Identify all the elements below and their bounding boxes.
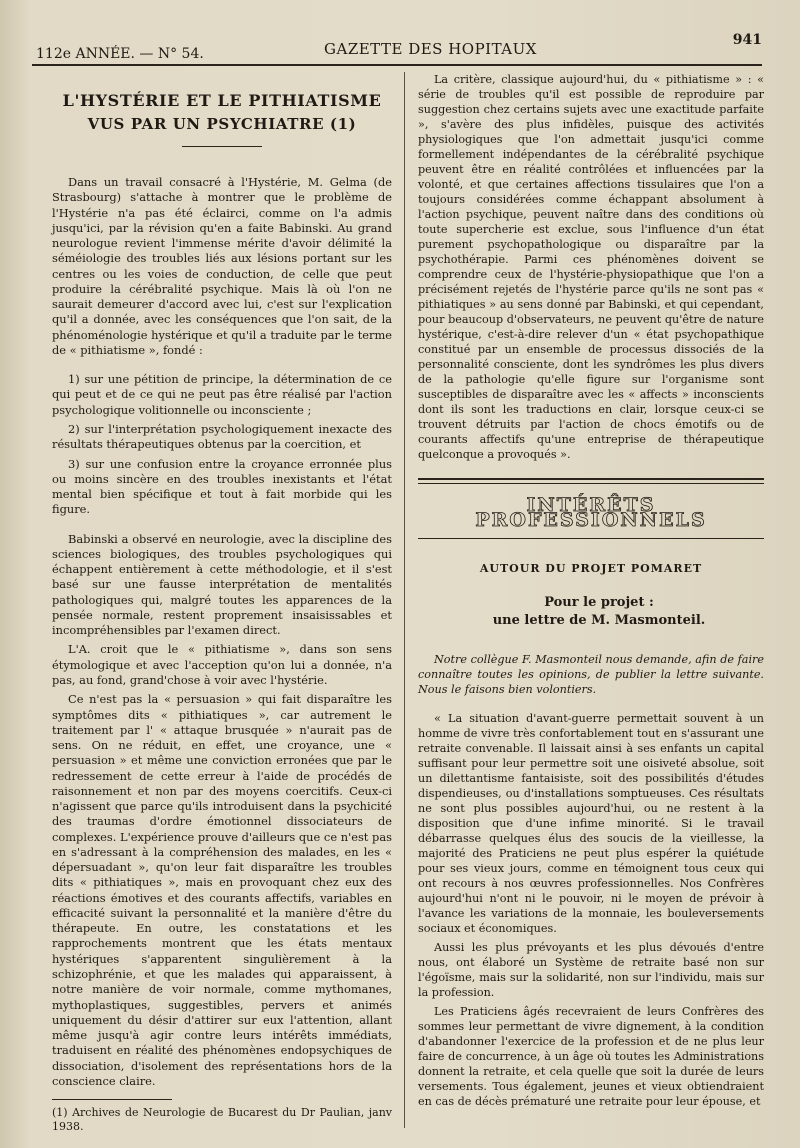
issue-number: 112e ANNÉE. — N° 54. <box>36 46 204 62</box>
footnote-rule <box>52 1099 172 1100</box>
left-column <box>52 72 392 1138</box>
article-paragraph: La critère, classique aujourd'hui, du « pithiatisme » : « série de troubles qu'il est possible de reproduire par suggestion chez certains sujets avec une exactitude parfaite », s'avère des plus infidèles, puisque des activités physiologiques que l'on admettait jusqu'ici comme formellement indépendantes de la cérébralité psychique peuvent être en réalité contrôlées et influencées par la volonté, et que certaines affections tissulaires que l'on a toujours considérées comme échappant absolument à l'action psychique, peuvent naître dans des conditions où toute supercherie est exclue, sous l'influence d'un état purement psychopathologique ou disparaître par la psychothérapie. Parmi ces phénomènes doivent se comprendre ceux de l'hystérie-physiopathique que l'on a précisément rejetés de l'hystérie parce qu'ils ne sont pas « pithiatiques » au sens donné par Babinski, et qui cependant, pour beaucoup d'observateurs, ne peuvent qu'être de nature hystérique, c'est-à-dire relever d'un « état psychopathique constitué par un ensemble de processus dissociés de la personnalité consciente, dont les syndrômes les plus divers de la pathologie qu'elle figure sur l'organisme sont susceptibles de disparaître avec les « affects » inconscients dont ils sont les traductions en clair, lorsque ceux-ci se trouvent détruits par l'action de chocs émotifs ou de courants affectifs qu'une entreprise de thérapeutique quelconque a provoqués ». <box>418 73 764 461</box>
section-rule-bottom <box>418 538 764 539</box>
article-paragraph: Babinski a observé en neurologie, avec la discipline des sciences biologiques, des troubles psychologiques qui échappent entièrement à cette méthodologie, et il s'est basé sur une fausse interprétation de mentalités pathologiques qui, malgré toutes les apparences de la pensée normale, restent proprement insaisissables et incompréhensibles par l'examen direct. <box>52 531 392 638</box>
article-paragraph: Dans un travail consacré à l'Hystérie, M. Gelma (de Strasbourg) s'attache à montrer que le problème de l'Hystérie n'a pas été éclairci, comme on l'a admis jusqu'ici, par la révision qu'en a faite Babinski. Au grand neurologue revient l'immense mérite d'avoir délimité la séméiologie des troubles liés aux lésions portant sur les centres ou les voies de conduction, de celle que peut produire la cérébralité psychique. Mais là où l'on ne saurait demeurer d'accord avec lui, c'est sur l'explication qu'il a donnée, avec les conséquences que l'on sait, de la phénoménologie hystérique et qu'il a traduite par le terme de « pithiatisme », fondé : <box>52 175 392 357</box>
page-number: 941 <box>732 32 762 48</box>
section-rule-top <box>418 478 764 484</box>
footnote: (1) Archives de Neurologie de Bucarest du Dr Paulian, janv 1938. <box>52 1106 392 1134</box>
intro-paragraph: Notre collègue F. Masmonteil nous demande, afin de faire connaître toutes les opinions, de publier la lettre suivante. Nous le faisons bien volontiers. <box>418 653 764 696</box>
letter-paragraph: Aussi les plus prévoyants et les plus dévoués d'entre nous, ont élaboré un Système de retraite basé non sur l'égoïsme, mais sur la solidarité, non sur l'individu, mais sur la profession. <box>418 941 764 999</box>
numbered-list <box>52 372 392 517</box>
header-rule <box>32 64 762 66</box>
letter-heading: une lettre de M. Masmonteil. <box>492 613 706 628</box>
section-subtitle: AUTOUR DU PROJET POMARET <box>479 562 703 575</box>
list-item: 2) sur l'interprétation psychologiquement inexacte des résultats thérapeutiques obtenus par la coercition, et <box>52 421 392 452</box>
article-title: L'HYSTÉRIE ET LE PITHIATISME <box>62 91 382 110</box>
article-subtitle: VUS PAR UN PSYCHIATRE (1) <box>87 115 357 133</box>
letter-paragraph: « La situation d'avant-guerre permettait souvent à un homme de vivre très confortablement tout en s'assurant une retraite convenable. Il laissait ainsi à ses enfants un capital suffisant pour leur permettre soit une oisiveté absolue, soit un dilettantisme fantaisiste, soit des possibilités d'études dispendieuses, ou d'installations somptueuses. Ces résultats ne sont plus possibles aujourd'hui, ou ne restent à la disposition que d'une infime minorité. Si le travail débarrasse quelques élus des soucis de la vieillesse, la majorité des Praticiens ne peut plus espérer la quiétude pour ses vieux jours, comme en témoignent tous ceux qui ont recours à nos œuvres professionnelles. Nos Confrères aujourd'hui n'ont ni le pouvoir, ni le moyen de prévoir à l'avance les variations de la monnaie, les bouleversements sociaux et économiques. <box>418 712 764 935</box>
right-column <box>418 72 764 1138</box>
list-item: 1) sur une pétition de principe, la détermination de ce qui peut et de ce qui ne peut pas être réalisé par l'action psychologique volitionnelle ou inconsciente ; <box>52 372 392 417</box>
journal-title: GAZETTE DES HOPITAUX <box>324 40 537 58</box>
title-rule <box>182 146 262 147</box>
article-paragraph: L'A. croit que le « pithiatisme », dans son sens étymologique et avec l'acception qu'on lui a donnée, n'a pas, au fond, grand'chose à voir avec l'hystérie. <box>52 642 392 687</box>
page-header <box>32 30 762 66</box>
letter-paragraph: Les Praticiens âgés recevraient de leurs Confrères des sommes leur permettant de vivre dignement, à la condition d'abandonner l'exercice de la profession et de ne plus leur faire de concurrence, à un âge où toutes les Administrations donnent la retraite, et cela quelle que soit la durée de leurs versements. Tous également, jeunes et vieux obtiendraient en cas de décès prématuré une retraite pour leur épouse, et <box>418 1005 764 1108</box>
article-paragraph: Ce n'est pas la « persuasion » qui fait disparaître les symptômes dits « pithiatiques », car autrement le traitement par l' « attaque brusquée » n'aurait pas de sens. On ne réduit, en effet, une croyance, une « persuasion » et même une conviction erronées que par le redressement de cette erreur à l'aide de procédés de raisonnement et non par des moyens coercitifs. Ceux-ci n'agissent que parce qu'ils introduisent dans la psychicité des traumas d'ordre émotionnel dissociateurs de complexes. L'expérience prouve d'ailleurs que ce n'est pas en s'adressant à la compréhension des malades, en les « dépersuadant », qu'on leur fait disparaître les troubles dits « pithiatiques », mais en provoquant chez eux des réactions émotives et des courants affectifs, variables en efficacité suivant la personnalité et la manière d'être du thérapeute. En outre, les constatations et les rapprochements montrent que les états mentaux hystériques s'apparentent singulièrement à la schizophrénie, et que les malades qui apparaissent, à notre manière de voir normale, comme mythomanes, mythoplastiques, suggestibles, pervers et animés uniquement du désir d'attirer sur eux l'attention, allant même jusqu'à agir contre leurs intérêts immédiats, traduisent en réalité des phénomènes endopsychiques de dissociation, d'isolement des représentations hors de la conscience claire. <box>52 692 392 1088</box>
section-title: INTÉRÊTS PROFESSIONNELS <box>475 494 707 531</box>
column-divider <box>404 72 405 1128</box>
list-item: 3) sur une confusion entre la croyance erronnée plus ou moins sincère en des troubles inexistants et l'état mental bien spécifique et tout à fait morbide qui les figure. <box>52 456 392 517</box>
letter-heading: Pour le projet : <box>544 595 654 610</box>
